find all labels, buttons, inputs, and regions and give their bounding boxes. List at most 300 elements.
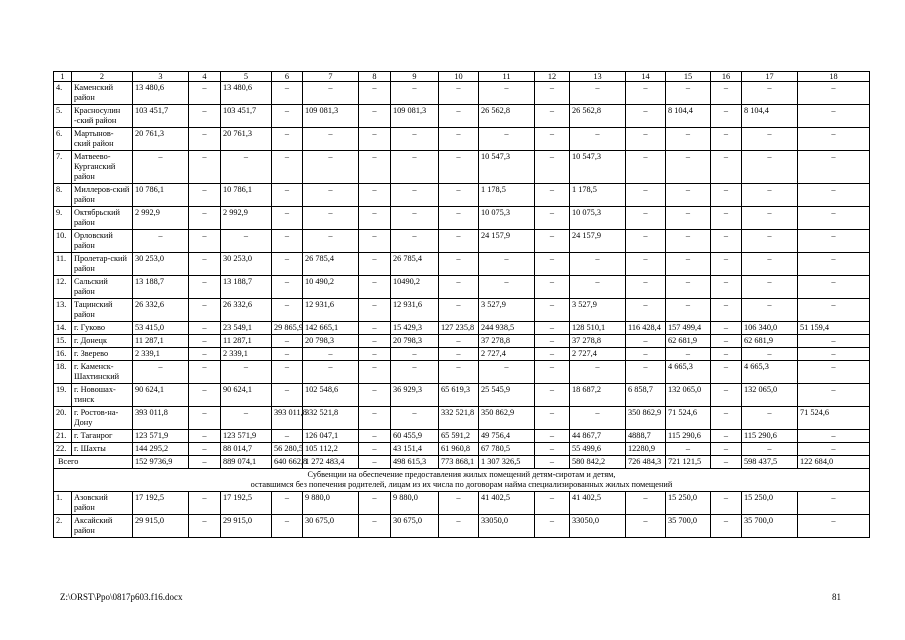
table-cell: – <box>303 230 359 253</box>
header-cell: 7 <box>303 72 359 82</box>
table-cell: – <box>742 407 798 430</box>
table-cell: – <box>535 322 570 335</box>
table-cell: 105 112,2 <box>303 443 359 456</box>
table-cell: – <box>359 207 391 230</box>
table-cell: – <box>303 348 359 361</box>
table-cell: 10 547,3 <box>479 151 535 184</box>
header-cell: 4 <box>189 72 221 82</box>
table-cell: – <box>189 276 221 299</box>
table-cell: 61 960,8 <box>439 443 479 456</box>
table-cell: – <box>711 492 742 515</box>
table-cell: – <box>189 184 221 207</box>
table-cell: 10 490,2 <box>303 276 359 299</box>
table-cell: 29 865,9 <box>272 322 303 335</box>
table-cell: – <box>272 299 303 322</box>
table-cell: – <box>626 82 666 105</box>
total-cell: – <box>711 456 742 469</box>
table-cell: – <box>303 361 359 384</box>
table-cell: – <box>133 151 189 184</box>
table-row <box>54 348 870 361</box>
table-cell: – <box>666 348 711 361</box>
table-cell: 15 250,0 <box>666 492 711 515</box>
table-cell: 350 862,9 <box>626 407 666 430</box>
table-cell: – <box>439 492 479 515</box>
row-name: Миллеров-ский район <box>72 184 133 207</box>
table-cell: – <box>666 151 711 184</box>
table-cell: 53 415,0 <box>133 322 189 335</box>
table-cell: 127 235,8 <box>439 322 479 335</box>
table-cell: 6 858,7 <box>626 384 666 407</box>
row-number: 18. <box>54 361 72 384</box>
table-cell: 9 880,0 <box>303 492 359 515</box>
table-cell: 67 780,5 <box>479 443 535 456</box>
table-cell: 12280,9 <box>626 443 666 456</box>
table-cell: – <box>189 82 221 105</box>
table-cell: 12 931,6 <box>303 299 359 322</box>
table-cell: – <box>272 82 303 105</box>
table-cell: – <box>359 105 391 128</box>
table-cell: 128 510,1 <box>570 322 626 335</box>
total-cell: – <box>535 456 570 469</box>
table-cell: 26 562,8 <box>570 105 626 128</box>
table-cell: – <box>359 430 391 443</box>
table-cell: – <box>391 184 439 207</box>
row-number: 12. <box>54 276 72 299</box>
table-cell: 2 339,1 <box>133 348 189 361</box>
row-name: г. Донецк <box>72 335 133 348</box>
row-number: 21. <box>54 430 72 443</box>
header-cell: 13 <box>570 72 626 82</box>
table-cell: – <box>711 361 742 384</box>
row-name: г. Ростов-на-Дону <box>72 407 133 430</box>
table-cell: – <box>272 335 303 348</box>
table-cell: 56 280,5 <box>272 443 303 456</box>
table-cell: – <box>626 335 666 348</box>
table-cell: – <box>272 207 303 230</box>
table-cell: 62 681,9 <box>666 335 711 348</box>
table-cell: – <box>535 335 570 348</box>
table-cell: 157 499,4 <box>666 322 711 335</box>
table-cell: – <box>626 184 666 207</box>
table-row <box>54 230 870 253</box>
table-cell: 10 786,1 <box>133 184 189 207</box>
row-name: Пролетар-ский район <box>72 253 133 276</box>
budget-table <box>53 71 870 538</box>
table-cell: 71 524,6 <box>798 407 870 430</box>
table-cell: – <box>439 128 479 151</box>
total-cell: 598 437,5 <box>742 456 798 469</box>
table-cell: – <box>798 335 870 348</box>
table-cell: 71 524,6 <box>666 407 711 430</box>
table-cell: – <box>303 207 359 230</box>
table-cell: – <box>798 384 870 407</box>
table-cell: – <box>479 253 535 276</box>
table-cell: – <box>570 361 626 384</box>
table-cell: – <box>359 335 391 348</box>
table-cell: – <box>272 348 303 361</box>
table-cell: – <box>742 253 798 276</box>
table-cell: – <box>742 348 798 361</box>
table-row <box>54 299 870 322</box>
row-name: Мартынов-ский район <box>72 128 133 151</box>
table-cell: – <box>189 322 221 335</box>
table-cell: – <box>570 82 626 105</box>
table-cell: 10 075,3 <box>570 207 626 230</box>
row-number: 6. <box>54 128 72 151</box>
table-cell: – <box>189 443 221 456</box>
table-cell: – <box>189 128 221 151</box>
row-number: 11. <box>54 253 72 276</box>
table-cell: – <box>711 322 742 335</box>
table-cell: – <box>303 128 359 151</box>
table-cell: 132 065,0 <box>742 384 798 407</box>
table-cell: – <box>189 515 221 538</box>
row-name: г. Зверево <box>72 348 133 361</box>
header-row <box>54 72 870 82</box>
table-cell: – <box>798 430 870 443</box>
table-cell: 20 761,3 <box>221 128 272 151</box>
table-cell: – <box>272 361 303 384</box>
table-cell: – <box>439 299 479 322</box>
table-cell: 116 428,4 <box>626 322 666 335</box>
table-cell: 144 295,2 <box>133 443 189 456</box>
table-row <box>54 407 870 430</box>
table-cell: – <box>189 207 221 230</box>
table-cell: 10 786,1 <box>221 184 272 207</box>
table-cell: 132 065,0 <box>666 384 711 407</box>
row-number: 13. <box>54 299 72 322</box>
table-cell: 30 675,0 <box>303 515 359 538</box>
table-cell: 13 188,7 <box>221 276 272 299</box>
table-cell: – <box>272 105 303 128</box>
table-cell: – <box>535 348 570 361</box>
table-cell: 24 157,9 <box>570 230 626 253</box>
table-cell: – <box>439 207 479 230</box>
table-row <box>54 253 870 276</box>
table-cell: – <box>221 230 272 253</box>
row-number: 20. <box>54 407 72 430</box>
table-cell: – <box>359 276 391 299</box>
table-cell: 35 700,0 <box>742 515 798 538</box>
table-cell: – <box>626 151 666 184</box>
table-row <box>54 384 870 407</box>
table-cell: 24 157,9 <box>479 230 535 253</box>
table-cell: 29 915,0 <box>133 515 189 538</box>
table-cell: – <box>535 384 570 407</box>
section-title-line-1: Субвенции на обеспечение предоставления жилых помещений детям-сиротам и детям, <box>307 470 616 479</box>
table-cell: – <box>711 82 742 105</box>
table-cell: – <box>666 230 711 253</box>
table-cell: – <box>535 105 570 128</box>
total-cell: – <box>189 456 221 469</box>
table-cell: – <box>570 128 626 151</box>
table-cell: – <box>391 82 439 105</box>
table-cell: – <box>626 299 666 322</box>
table-cell: 4888,7 <box>626 430 666 443</box>
table-row <box>54 443 870 456</box>
table-cell: – <box>189 151 221 184</box>
total-cell: 773 868,1 <box>439 456 479 469</box>
table-cell: – <box>221 407 272 430</box>
table-cell: – <box>742 128 798 151</box>
table-cell: – <box>666 276 711 299</box>
table-cell: – <box>626 128 666 151</box>
table-cell: – <box>711 184 742 207</box>
table-row <box>54 515 870 538</box>
row-name: г. Таганрог <box>72 430 133 443</box>
header-cell: 18 <box>798 72 870 82</box>
table-cell: – <box>742 230 798 253</box>
budget-table-page <box>53 71 869 538</box>
table-cell: – <box>666 299 711 322</box>
table-cell: 36 929,3 <box>391 384 439 407</box>
table-cell: 51 159,4 <box>798 322 870 335</box>
total-cell: 152 9736,9 <box>133 456 189 469</box>
row-number: 14. <box>54 322 72 335</box>
table-cell: – <box>391 407 439 430</box>
table-cell: – <box>189 253 221 276</box>
section-title-line-2: оставшимся без попечения родителей, лицам из их числа по договорам найма специализированных жилых помещений <box>250 480 673 489</box>
table-cell: 11 287,1 <box>221 335 272 348</box>
table-cell: – <box>359 515 391 538</box>
table-cell: 20 761,3 <box>133 128 189 151</box>
table-cell: 10 075,3 <box>479 207 535 230</box>
table-cell: – <box>535 230 570 253</box>
table-cell: – <box>535 128 570 151</box>
table-cell: – <box>626 253 666 276</box>
table-cell: – <box>189 384 221 407</box>
table-cell: – <box>189 492 221 515</box>
table-cell: – <box>221 361 272 384</box>
table-cell: 37 278,8 <box>570 335 626 348</box>
table-cell: – <box>439 82 479 105</box>
table-cell: 49 756,4 <box>479 430 535 443</box>
table-cell: 9 880,0 <box>391 492 439 515</box>
table-cell: 13 480,6 <box>221 82 272 105</box>
row-number: 10. <box>54 230 72 253</box>
table-cell: 2 339,1 <box>221 348 272 361</box>
table-cell: – <box>798 515 870 538</box>
row-name: г. Гуково <box>72 322 133 335</box>
table-cell: – <box>272 253 303 276</box>
table-cell: – <box>439 348 479 361</box>
table-cell: 13 188,7 <box>133 276 189 299</box>
table-cell: – <box>535 492 570 515</box>
table-cell: – <box>711 151 742 184</box>
table-cell: 12 931,6 <box>391 299 439 322</box>
table-cell: 17 192,5 <box>133 492 189 515</box>
table-cell: – <box>535 361 570 384</box>
table-cell: – <box>391 128 439 151</box>
table-cell: – <box>742 299 798 322</box>
table-cell: 332 521,8 <box>439 407 479 430</box>
table-cell: 109 081,3 <box>391 105 439 128</box>
table-cell: 13 480,6 <box>133 82 189 105</box>
table-cell: – <box>535 430 570 443</box>
row-name: Сальский район <box>72 276 133 299</box>
table-cell: 3 527,9 <box>570 299 626 322</box>
table-cell: – <box>711 128 742 151</box>
table-row <box>54 322 870 335</box>
table-cell: – <box>189 299 221 322</box>
header-cell: 15 <box>666 72 711 82</box>
table-cell: – <box>626 515 666 538</box>
table-cell: – <box>479 82 535 105</box>
header-cell: 8 <box>359 72 391 82</box>
table-cell: 33050,0 <box>570 515 626 538</box>
header-cell: 1 <box>54 72 72 82</box>
table-cell: 30 253,0 <box>221 253 272 276</box>
table-cell: – <box>711 105 742 128</box>
table-cell: 115 290,6 <box>666 430 711 443</box>
table-cell: – <box>359 151 391 184</box>
table-cell: – <box>535 253 570 276</box>
table-cell: – <box>133 361 189 384</box>
row-number: 5. <box>54 105 72 128</box>
table-cell: – <box>359 492 391 515</box>
table-cell: – <box>189 335 221 348</box>
header-cell: 11 <box>479 72 535 82</box>
row-number: 15. <box>54 335 72 348</box>
table-cell: 4 665,3 <box>742 361 798 384</box>
table-cell: 20 798,3 <box>303 335 359 348</box>
table-cell: – <box>439 184 479 207</box>
table-cell: – <box>535 184 570 207</box>
table-cell: 15 429,3 <box>391 322 439 335</box>
table-cell: – <box>272 151 303 184</box>
row-number: 2. <box>54 515 72 538</box>
table-cell: 30 675,0 <box>391 515 439 538</box>
table-cell: 41 402,5 <box>479 492 535 515</box>
table-cell: – <box>272 184 303 207</box>
row-number: 22. <box>54 443 72 456</box>
table-cell: – <box>535 443 570 456</box>
table-cell: 26 785,4 <box>391 253 439 276</box>
total-cell: 122 684,0 <box>798 456 870 469</box>
table-cell: 2 727,4 <box>479 348 535 361</box>
table-cell: – <box>666 443 711 456</box>
table-cell: – <box>798 230 870 253</box>
table-cell: 2 992,9 <box>133 207 189 230</box>
table-cell: 35 700,0 <box>666 515 711 538</box>
table-row <box>54 335 870 348</box>
table-cell: – <box>798 348 870 361</box>
table-cell: – <box>742 207 798 230</box>
total-cell: 726 484,3 <box>626 456 666 469</box>
table-cell: – <box>626 492 666 515</box>
row-name: Тацинский район <box>72 299 133 322</box>
table-row <box>54 128 870 151</box>
table-cell: – <box>535 151 570 184</box>
table-cell: – <box>742 184 798 207</box>
table-cell: 126 047,1 <box>303 430 359 443</box>
table-cell: 26 562,8 <box>479 105 535 128</box>
table-cell: – <box>570 253 626 276</box>
table-cell: – <box>439 253 479 276</box>
table-cell: – <box>359 230 391 253</box>
table-cell: 10 547,3 <box>570 151 626 184</box>
table-cell: – <box>359 361 391 384</box>
table-cell: – <box>626 348 666 361</box>
table-cell: – <box>742 276 798 299</box>
table-cell: – <box>359 184 391 207</box>
table-cell: – <box>189 430 221 443</box>
table-cell: 43 151,4 <box>391 443 439 456</box>
table-cell: 3 527,9 <box>479 299 535 322</box>
table-cell: – <box>570 276 626 299</box>
table-cell: 33050,0 <box>479 515 535 538</box>
table-cell: 90 624,1 <box>133 384 189 407</box>
table-cell: – <box>711 407 742 430</box>
table-cell: – <box>359 128 391 151</box>
table-cell: – <box>666 184 711 207</box>
table-cell: – <box>570 407 626 430</box>
table-cell: – <box>359 443 391 456</box>
table-cell: – <box>711 348 742 361</box>
table-cell: – <box>439 335 479 348</box>
table-cell: 65 619,3 <box>439 384 479 407</box>
table-cell: – <box>711 207 742 230</box>
header-cell: 9 <box>391 72 439 82</box>
table-cell: – <box>742 443 798 456</box>
table-cell: – <box>535 82 570 105</box>
table-cell: – <box>711 443 742 456</box>
table-cell: – <box>798 82 870 105</box>
table-cell: – <box>479 128 535 151</box>
table-cell: – <box>626 230 666 253</box>
row-name: Аксайский район <box>72 515 133 538</box>
table-cell: – <box>359 322 391 335</box>
table-cell: – <box>666 207 711 230</box>
row-name: г. Каменск-Шахтинский <box>72 361 133 384</box>
header-cell: 5 <box>221 72 272 82</box>
table-cell: 88 014,7 <box>221 443 272 456</box>
table-cell: – <box>742 151 798 184</box>
header-cell: 3 <box>133 72 189 82</box>
row-name: Азовский район <box>72 492 133 515</box>
table-cell: 244 938,5 <box>479 322 535 335</box>
table-cell: 8 104,4 <box>742 105 798 128</box>
table-cell: – <box>535 407 570 430</box>
table-cell: 103 451,7 <box>133 105 189 128</box>
table-cell: – <box>439 361 479 384</box>
table-row <box>54 361 870 384</box>
table-cell: 25 545,9 <box>479 384 535 407</box>
table-cell: 30 253,0 <box>133 253 189 276</box>
section-title <box>54 469 870 492</box>
total-cell: 498 615,3 <box>391 456 439 469</box>
table-cell: 90 624,1 <box>221 384 272 407</box>
table-cell: – <box>666 128 711 151</box>
table-row <box>54 430 870 443</box>
table-cell: – <box>359 82 391 105</box>
table-cell: – <box>189 230 221 253</box>
total-cell: 640 662,8 <box>272 456 303 469</box>
table-cell: – <box>711 430 742 443</box>
row-name: г. Новошах-тинск <box>72 384 133 407</box>
table-cell: – <box>189 105 221 128</box>
table-cell: – <box>798 443 870 456</box>
table-cell: – <box>272 276 303 299</box>
table-cell: – <box>272 492 303 515</box>
table-cell: – <box>303 184 359 207</box>
table-cell: – <box>798 128 870 151</box>
table-cell: – <box>711 335 742 348</box>
table-cell: 11 287,1 <box>133 335 189 348</box>
table-cell: 62 681,9 <box>742 335 798 348</box>
row-name: Орловский район <box>72 230 133 253</box>
table-cell: – <box>272 128 303 151</box>
